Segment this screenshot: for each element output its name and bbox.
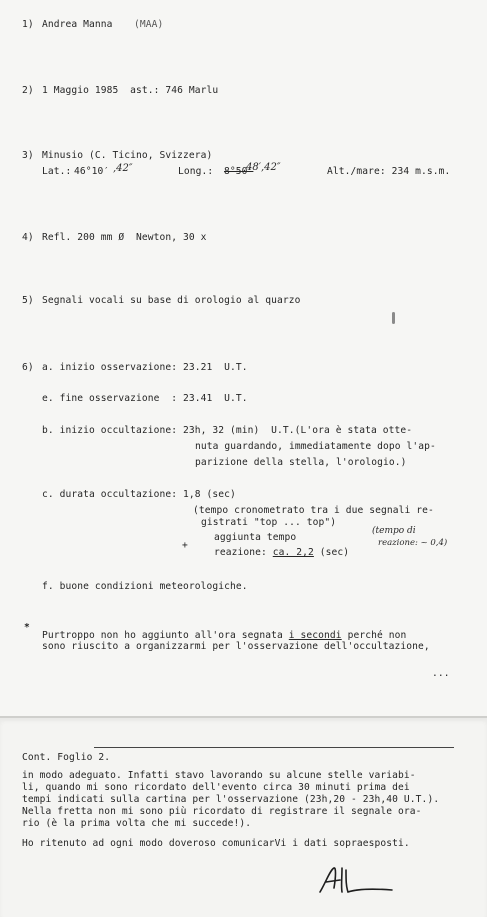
item-6b-line-3: parizione della stella, l'orologio.): [195, 457, 407, 468]
item-1-name: Andrea Manna: [42, 19, 113, 30]
latitude-handwritten: ,42″: [113, 163, 133, 174]
item-5-number: 5): [22, 295, 34, 306]
note-asterisk: *: [24, 622, 30, 633]
item-3-place: Minusio (C. Ticino, Svizzera): [42, 150, 213, 161]
longitude-value: 8°50′: [224, 166, 254, 177]
handwritten-signature: [316, 862, 396, 898]
item-1-number: 1): [22, 19, 34, 30]
item-2-text: 1 Maggio 1985 ast.: 746 Marlu: [42, 85, 219, 96]
item-6b-line-1: b. inizio occultazione: 23h, 32 (min) U.T.(L'ora è stata otte-: [42, 425, 413, 436]
sheet-two-header: Cont. Foglio 2.: [22, 752, 111, 763]
plus-sign: +: [182, 540, 188, 551]
item-4-number: 4): [22, 232, 34, 243]
latitude-value: 46°10′: [74, 166, 110, 177]
item-6-number: 6): [22, 362, 34, 373]
reaction-time-value: ca. 2,2: [272, 547, 314, 558]
item-6f: f. buone condizioni meteorologiche.: [42, 581, 248, 592]
note-line-2: sono riuscito a organizzarmi per l'osservazione dell'occultazione,: [42, 641, 430, 652]
item-6b-line-2: nuta guardando, immediatamente dopo l'ap-: [195, 441, 436, 452]
sheet-two-line-4: Nella fretta non mi sono più ricordato di registrare il segnale ora-: [22, 806, 422, 817]
item-4-text: Refl. 200 mm Ø Newton, 30 x: [42, 232, 207, 243]
longitude-handwritten: 48′,42″: [246, 162, 281, 173]
latitude-label: Lat.:: [42, 166, 72, 177]
item-5-text: Segnali vocali su base di orologio al quarzo: [42, 295, 301, 306]
sheet-two-line-2: li, quando mi sono ricordato dell'evento circa 30 minuti prima dei: [22, 782, 410, 793]
paper-mark: [392, 312, 395, 324]
sheet-two-line-1: in modo adeguato. Infatti stavo lavorando su alcune stelle variabi-: [22, 770, 416, 781]
sheet-two-line-7: Ho ritenuto ad ogni modo doveroso comunicarVi i dati sopraesposti.: [22, 838, 410, 849]
altitude: Alt./mare: 234 m.s.m.: [327, 166, 451, 177]
item-6c-line-4: aggiunta tempo: [214, 532, 297, 543]
item-3-number: 3): [22, 150, 34, 161]
note-underlined: i secondi: [288, 630, 342, 641]
item-6c-line-1: c. durata occultazione: 1,8 (sec): [42, 489, 236, 500]
header-rule: [94, 747, 454, 748]
continuation-dots: ...: [432, 668, 450, 679]
item-6c-line-3: gistrati "top ... top"): [201, 517, 337, 528]
item-6a: a. inizio osservazione: 23.21 U.T.: [42, 362, 248, 373]
item-6c-line-5: reazione: ca. 2,2 (sec): [214, 547, 350, 558]
reaction-note-line-1: (tempo di: [372, 526, 416, 536]
note-line-1: Purtroppo non ho aggiunto all'ora segnata i secondi perché non: [42, 630, 407, 641]
item-6c-line-2: (tempo cronometrato tra i due segnali re-: [193, 505, 434, 516]
item-2-number: 2): [22, 85, 34, 96]
sheet-two-line-3: tempi indicati sulla cartina per l'osservazione (23h,20 - 23h,40 U.T.).: [22, 794, 440, 805]
item-6e: e. fine osservazione : 23.41 U.T.: [42, 393, 248, 404]
item-1-code: (MAA): [134, 19, 164, 30]
sheet-two-line-5: rio (è la prima volta che mi succede!).: [22, 818, 252, 829]
reaction-note-line-2: reazione: ~ 0,4): [378, 538, 448, 548]
longitude-label: Long.:: [178, 166, 214, 177]
